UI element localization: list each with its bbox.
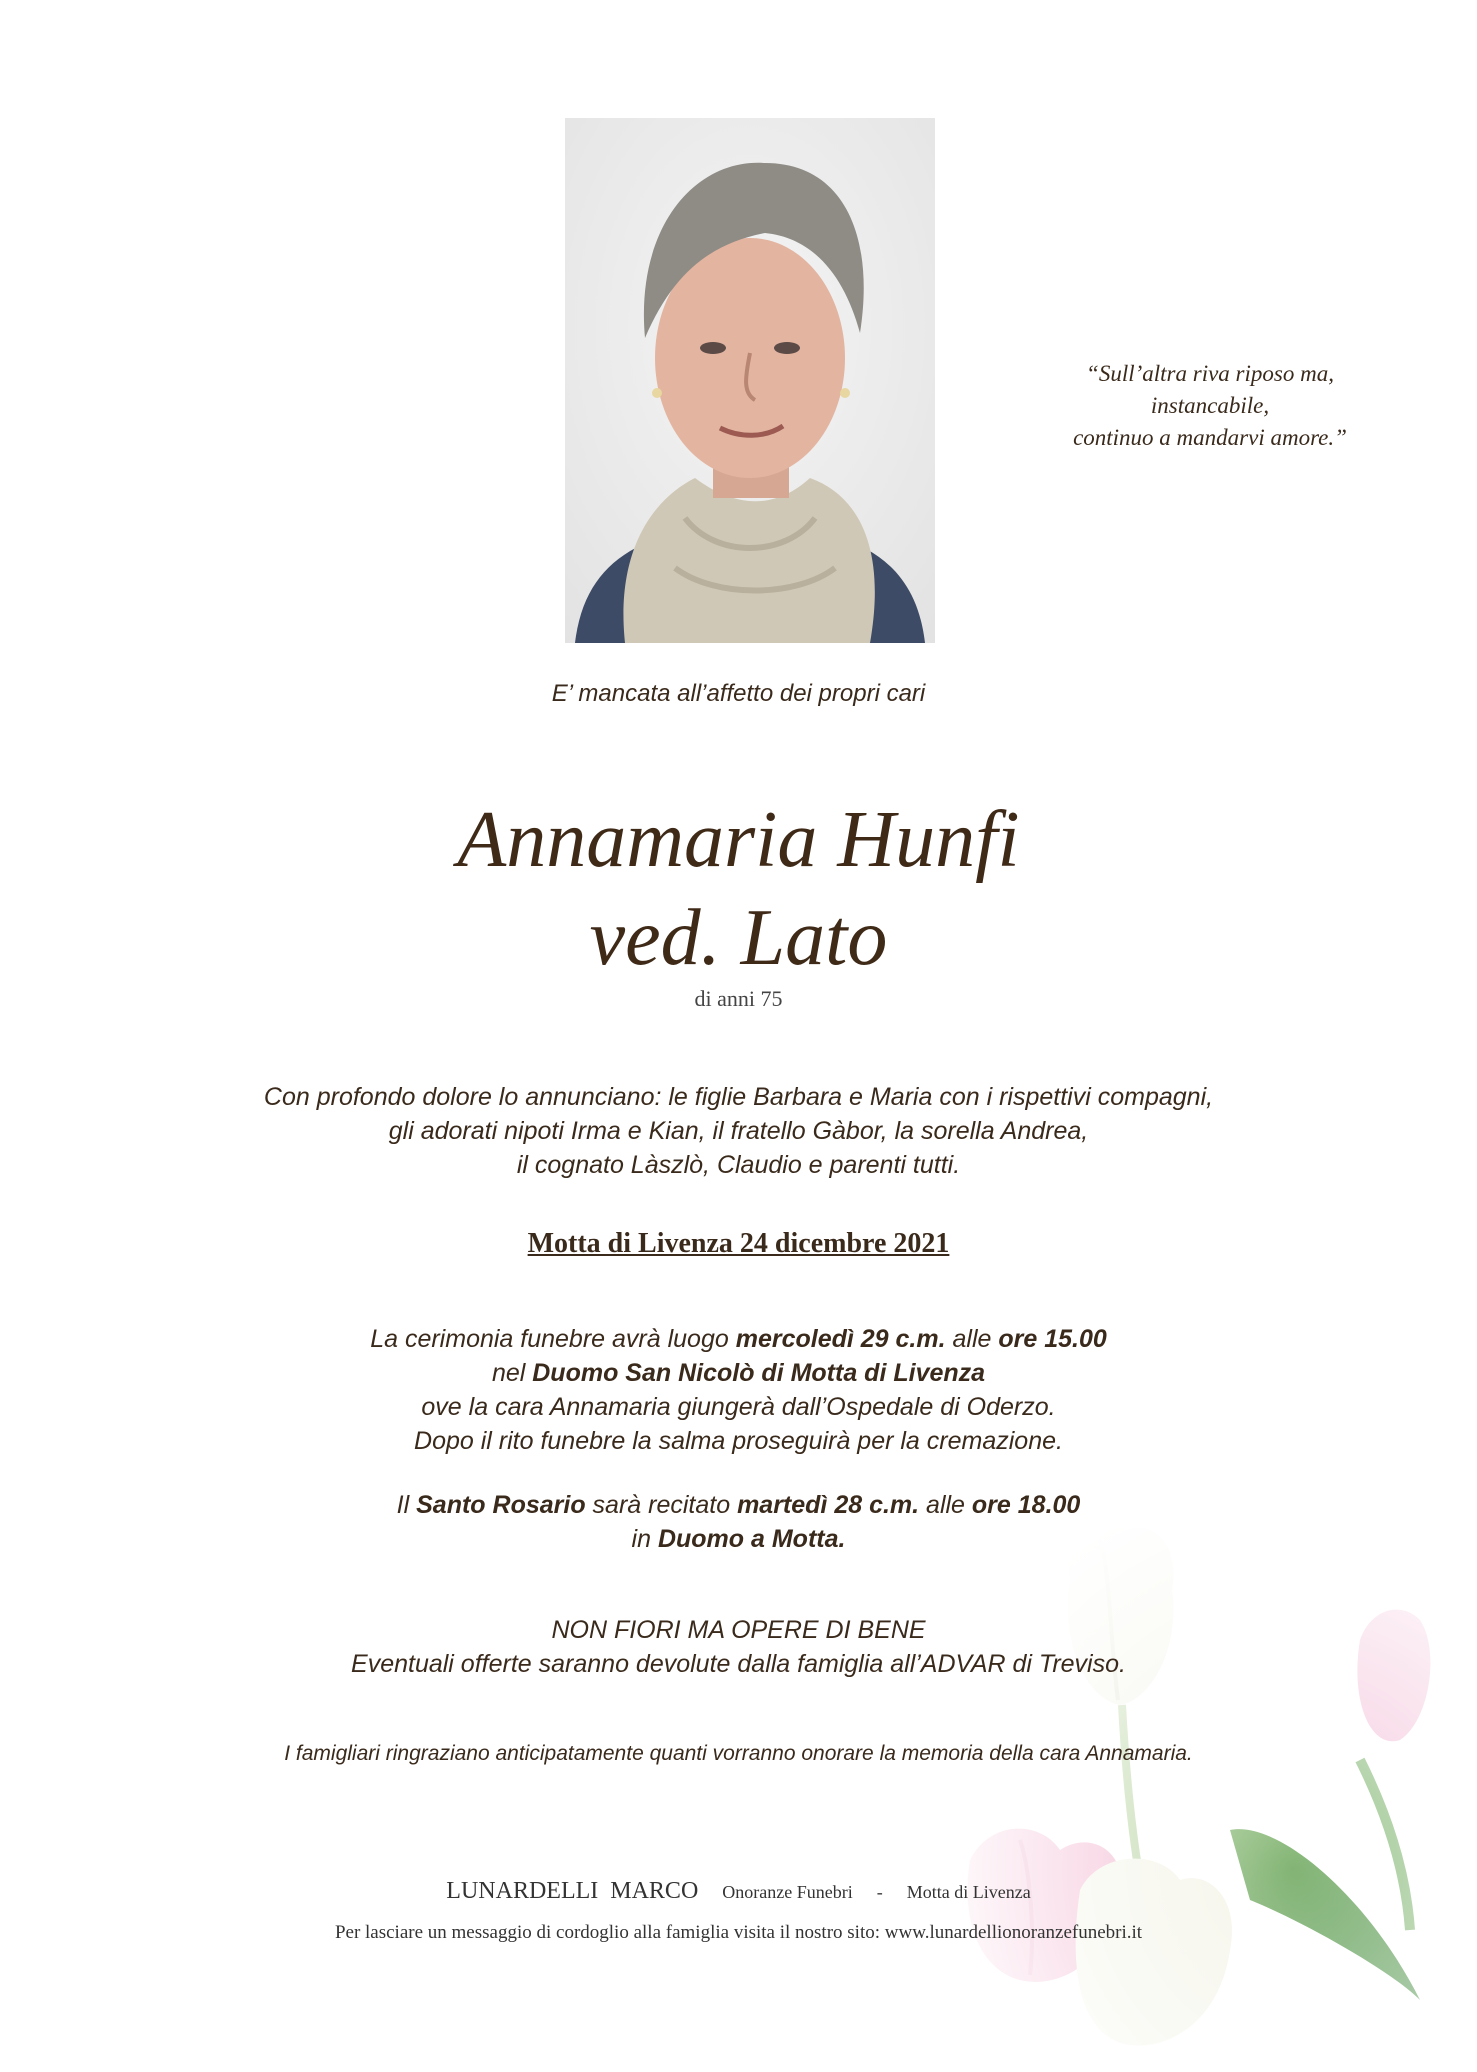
tulips-decoration: [950, 1500, 1477, 2067]
rosary-title: Santo Rosario: [416, 1491, 586, 1519]
rosary-paragraph: [0, 1488, 1477, 1556]
company-name: LUNARDELLI MARCO: [446, 1878, 699, 1904]
rosary-time: ore 18.00: [971, 1491, 1081, 1519]
ceremony-paragraph: [0, 1322, 1477, 1458]
announcement-line: gli adorati nipoti Irma e Kian, il fratello Gàbor, la sorella Andrea,: [388, 1117, 1089, 1145]
ceremony-line: ove la cara Annamaria giungerà dall’Ospedale di Oderzo.: [421, 1393, 1056, 1421]
ceremony-location: Duomo San Nicolò di Motta di Livenza: [532, 1359, 986, 1387]
thanks-text: I famigliari ringraziano anticipatamente quanti vorranno onorare la memoria della cara Annamaria.: [284, 1742, 1193, 1765]
deceased-surname-widow: ved. Lato: [589, 894, 888, 982]
age-text: di anni 75: [694, 986, 783, 1011]
no-flowers-heading: NON FIORI MA OPERE DI BENE: [551, 1616, 926, 1644]
place-date: [0, 1228, 1477, 1260]
rosary-text: in: [631, 1525, 658, 1553]
place-date-text: Motta di Livenza 24 dicembre 2021: [527, 1228, 950, 1259]
intro-text: E’ mancata all’affetto dei propri cari: [551, 680, 926, 707]
footer-separator: -: [876, 1882, 883, 1902]
quote-line: continuo a mandarvi amore.”: [1073, 425, 1347, 450]
quote-line: “Sull’altra riva riposo ma,: [1086, 361, 1334, 386]
ceremony-text: alle: [945, 1325, 999, 1353]
rosary-text: sarà recitato: [585, 1491, 738, 1519]
announcement-line: Con profondo dolore lo annunciano: le figlie Barbara e Maria con i rispettivi compagni,: [263, 1083, 1214, 1111]
donation-note: [0, 1613, 1477, 1681]
company-service: Onoranze Funebri: [722, 1882, 853, 1902]
rosary-date: martedì 28 c.m.: [737, 1491, 920, 1519]
donation-line: Eventuali offerte saranno devolute dalla famiglia all’ADVAR di Treviso.: [351, 1650, 1126, 1678]
rosary-text: alle: [919, 1491, 972, 1519]
rosary-text: Il: [396, 1491, 417, 1519]
portrait-photo: [565, 118, 935, 643]
ceremony-time: ore 15.00: [998, 1325, 1107, 1353]
ceremony-text: nel: [491, 1359, 533, 1387]
quote-line: instancabile,: [1150, 393, 1270, 418]
announcement-paragraph: [0, 1080, 1477, 1182]
ceremony-date: mercoledì 29 c.m.: [735, 1325, 946, 1353]
ceremony-text: La cerimonia funebre avrà luogo: [370, 1325, 736, 1353]
deceased-name: Annamaria Hunfi: [457, 796, 1020, 884]
rosary-location: Duomo a Motta.: [657, 1525, 846, 1553]
funeral-home-line: [0, 1878, 1477, 1905]
condolence-message-link[interactable]: Per lasciare un messaggio di cordoglio alla famiglia visita il nostro sito: www.lunardellionoranzefunebri.it: [334, 1922, 1143, 1943]
epitaph-quote: [1000, 358, 1420, 454]
company-city: Motta di Livenza: [906, 1882, 1031, 1902]
ceremony-line: Dopo il rito funebre la salma proseguirà per la cremazione.: [414, 1427, 1063, 1455]
announcement-line: il cognato Làszlò, Claudio e parenti tutti.: [516, 1151, 961, 1179]
